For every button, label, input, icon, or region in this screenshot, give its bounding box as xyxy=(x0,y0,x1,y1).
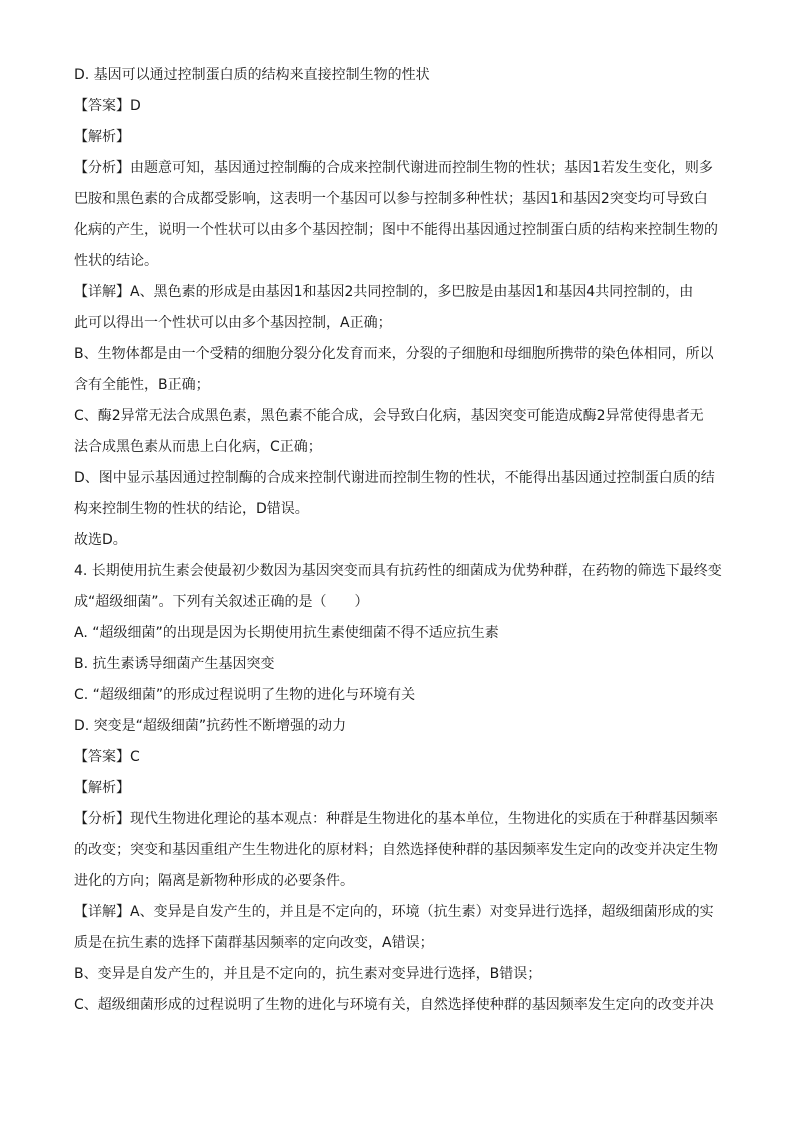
detail-a-q4-line1: 【详解】A、变异是自发产生的，并且是不定向的，环境（抗生素）对变异进行选择，超级细菌形成的实 xyxy=(74,904,714,920)
detail-b-q4: B、变异是自发产生的，并且是不定向的，抗生素对变异进行选择，B错误； xyxy=(74,966,542,982)
analysis-label-q3: 【解析】 xyxy=(74,129,130,145)
detail-c-q3-line1: C、酶2异常无法合成黑色素，黑色素不能合成，会导致白化病，基因突变可能造成酶2异常使得患者无 xyxy=(74,408,704,424)
detail-a-q3-line2: 此可以得出一个性状可以由多个基因控制，A正确； xyxy=(74,315,392,331)
detail-c-q4-line1: C、超级细菌形成的过程说明了生物的进化与环境有关，自然选择使种群的基因频率发生定向的改变并决 xyxy=(74,997,714,1013)
analysis-text-q3-line2: 巴胺和黑色素的合成都受影响，这表明一个基因可以参与控制多种性状；基因1和基因2突变均可导致白 xyxy=(74,191,708,207)
answer-label-q3: 【答案】D xyxy=(74,98,141,114)
analysis-text-q3-line1: 【分析】由题意可知，基因通过控制酶的合成来控制代谢进而控制生物的性状；基因1若发生变化，则多 xyxy=(74,160,713,176)
detail-a-q4-line2: 质是在抗生素的选择下菌群基因频率的定向改变，A错误； xyxy=(74,935,434,951)
analysis-text-q4-line3: 进化的方向；隔离是新物种形成的必要条件。 xyxy=(74,873,354,889)
question-4-option-a: A. “超级细菌”的出现是因为长期使用抗生素使细菌不得不适应抗生素 xyxy=(74,625,499,641)
question-4-option-d: D. 突变是“超级细菌”抗药性不断增强的动力 xyxy=(74,718,347,734)
analysis-text-q3-line4: 性状的结论。 xyxy=(74,253,158,269)
question-4-stem-line1: 4. 长期使用抗生素会使最初少数因为基因突变而具有抗药性的细菌成为优势种群，在药物的筛选下最终变 xyxy=(74,563,722,579)
analysis-label-q4: 【解析】 xyxy=(74,780,130,796)
analysis-text-q3-line3: 化病的产生，说明一个性状可以由多个基因控制；图中不能得出基因通过控制蛋白质的结构来控制生物的 xyxy=(74,222,718,238)
option-d-previous: D. 基因可以通过控制蛋白质的结构来直接控制生物的性状 xyxy=(74,67,430,83)
detail-d-q3-line1: D、图中显示基因通过控制酶的合成来控制代谢进而控制生物的性状，不能得出基因通过控制蛋白质的结 xyxy=(74,470,715,486)
detail-d-q3-line2: 构来控制生物的性状的结论，D错误。 xyxy=(74,501,309,517)
detail-b-q3-line1: B、生物体都是由一个受精的细胞分裂分化发育而来，分裂的子细胞和母细胞所携带的染色体相同，所以 xyxy=(74,346,714,362)
question-4-stem-line2: 成“超级细菌”。下列有关叙述正确的是（ ） xyxy=(74,594,369,610)
detail-a-q3-line1: 【详解】A、黑色素的形成是由基因1和基因2共同控制的，多巴胺是由基因1和基因4共同控制的，由 xyxy=(74,284,694,300)
analysis-text-q4-line2: 的改变；突变和基因重组产生生物进化的原材料；自然选择使种群的基因频率发生定向的改变并决定生物 xyxy=(74,842,718,858)
detail-b-q3-line2: 含有全能性，B正确； xyxy=(74,377,210,393)
question-4-option-b: B. 抗生素诱导细菌产生基因突变 xyxy=(74,656,275,672)
document-body xyxy=(74,64,724,1025)
answer-label-q4: 【答案】C xyxy=(74,749,140,765)
detail-c-q3-line2: 法合成黑色素从而患上白化病，C正确； xyxy=(74,439,322,455)
conclusion-q3: 故选D。 xyxy=(74,532,127,548)
analysis-text-q4-line1: 【分析】现代生物进化理论的基本观点：种群是生物进化的基本单位，生物进化的实质在于种群基因频率 xyxy=(74,811,718,827)
question-4-option-c: C. “超级细菌”的形成过程说明了生物的进化与环境有关 xyxy=(74,687,416,703)
